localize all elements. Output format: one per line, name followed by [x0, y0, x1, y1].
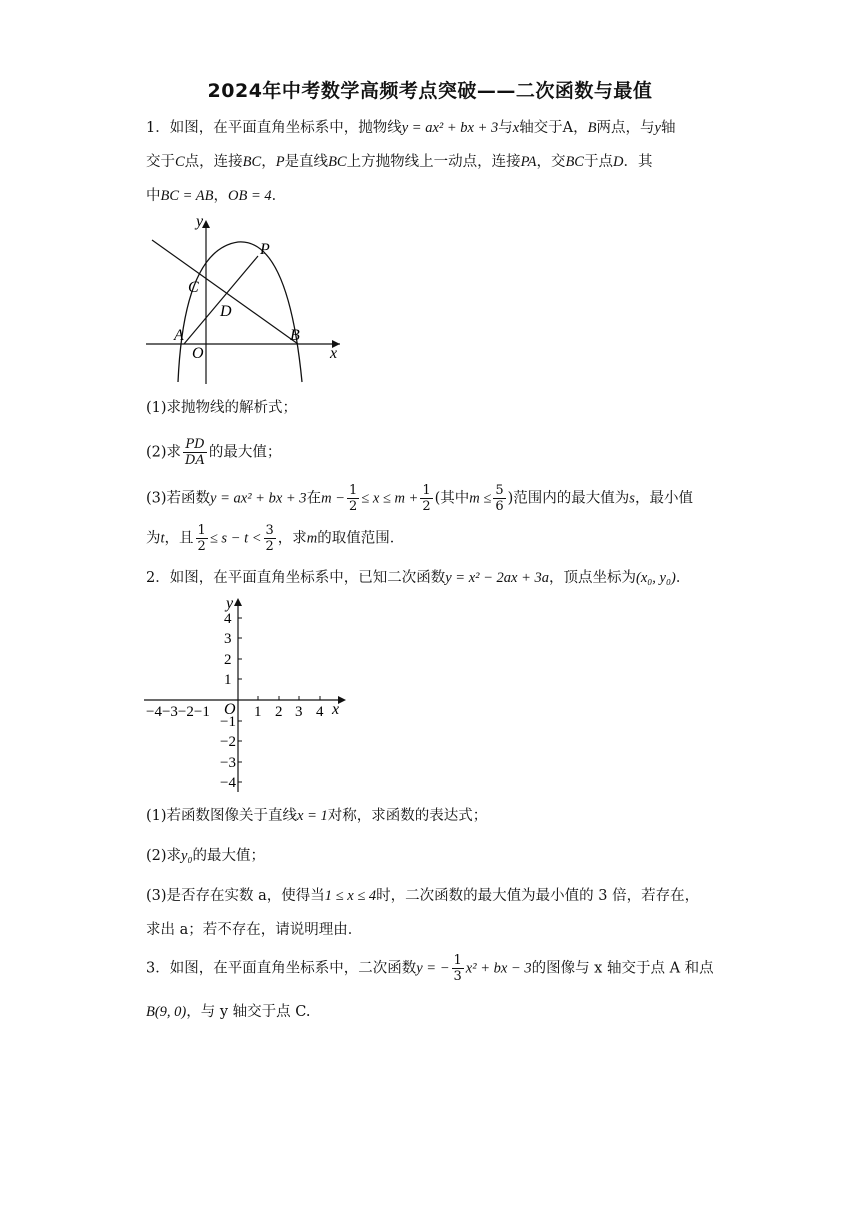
q1-sub-3-line-1: (3)若函数y = ax² + bx + 3在m − $\frac{1}{2}$ ≤ x ≤ m + $\frac{1}{2}$ (其中m ≤ $\frac{5}{6}$ )范围内的最大值为s，最小值 — [146, 483, 693, 514]
fig1-label-b: B — [290, 327, 300, 344]
fig1-label-p: P — [260, 241, 270, 258]
fig2-tick-x3: 3 — [295, 704, 303, 720]
q1-sub-1: (1)求抛物线的解析式； — [146, 400, 298, 416]
fig1-label-c: C — [188, 279, 199, 296]
q2-figure — [140, 592, 355, 796]
fig2-tick-y1: 1 — [224, 672, 232, 688]
fraction-pd-da: $\frac{PD}{DA}$ — [185, 437, 205, 468]
fig2-tick-x4: 4 — [316, 704, 324, 720]
q3-line-1: 3．如图，在平面直角坐标系中，二次函数y = − $\frac{1}{3}$ x² + bx − 3的图像与 x 轴交于点 A 和点 — [146, 953, 714, 984]
q1-line-3: 中BC = AB，OB = 4． — [146, 188, 287, 204]
fig2-tick-ym2: −2 — [220, 734, 236, 750]
fig2-tick-x1: 1 — [254, 704, 262, 720]
fig1-label-x: x — [330, 345, 338, 362]
fig2-x-arrow — [338, 696, 346, 704]
fig1-label-d: D — [220, 303, 232, 320]
fig1-label-y: y — [196, 213, 204, 230]
fig1-line-pa — [184, 256, 258, 344]
fig2-tick-ym1: −1 — [220, 714, 236, 730]
page-title: 2024年中考数学高频考点突破——二次函数与最值 — [207, 80, 653, 102]
q2-sub-3-line-2: 求出 a；若不存在，请说明理由． — [146, 922, 363, 938]
fig1-label-a: A — [174, 327, 184, 344]
fig2-tick-neg-x: −4−3−2−1 — [146, 704, 210, 720]
q1-line-2: 交于C点，连接BC，P是直线BC上方抛物线上一动点，连接PA，交BC于点D．其 — [146, 154, 653, 170]
fig2-label-o: O — [224, 701, 236, 718]
fig2-y-arrow — [234, 598, 242, 606]
fig2-label-y: y — [226, 595, 234, 612]
q1-line-1: 1．如图，在平面直角坐标系中，抛物线y = ax² + bx + 3与x轴交于A，B两点，与y轴 — [146, 120, 676, 136]
fig1-y-arrow — [202, 220, 210, 228]
q1-sub-2: (2)求 $\frac{PD}{DA}$ 的最大值； — [146, 437, 282, 468]
q1-figure — [140, 210, 350, 390]
q2-line-1: 2．如图，在平面直角坐标系中，已知二次函数y = x² − 2ax + 3a，顶点坐标为(x₀, y₀)． — [146, 570, 691, 586]
q2-sub-2: (2)求y₀的最大值； — [146, 848, 266, 864]
fig2-label-x: x — [332, 701, 340, 718]
fig2-tick-x2: 2 — [275, 704, 283, 720]
fig2-tick-ym3: −3 — [220, 755, 236, 771]
fig2-tick-y2: 2 — [224, 652, 232, 668]
fig2-tick-y4: 4 — [224, 611, 232, 627]
q2-sub-3-line-1: (3)是否存在实数 a，使得当1 ≤ x ≤ 4时，二次函数的最大值为最小值的 3 倍，若存在， — [146, 888, 700, 904]
fig2-tick-ym4: −4 — [220, 775, 236, 791]
q3-line-2: B(9, 0)，与 y 轴交于点 C. — [146, 1004, 311, 1020]
fig2-tick-y3: 3 — [224, 631, 232, 647]
fig1-label-o: O — [192, 345, 204, 362]
q1-sub-3-line-2: 为t，且 $\frac{1}{2}$ ≤ s − t < $\frac{3}{2}$ ，求m的取值范围． — [146, 523, 405, 554]
q2-sub-1: (1)若函数图像关于直线x = 1对称，求函数的表达式； — [146, 808, 488, 824]
